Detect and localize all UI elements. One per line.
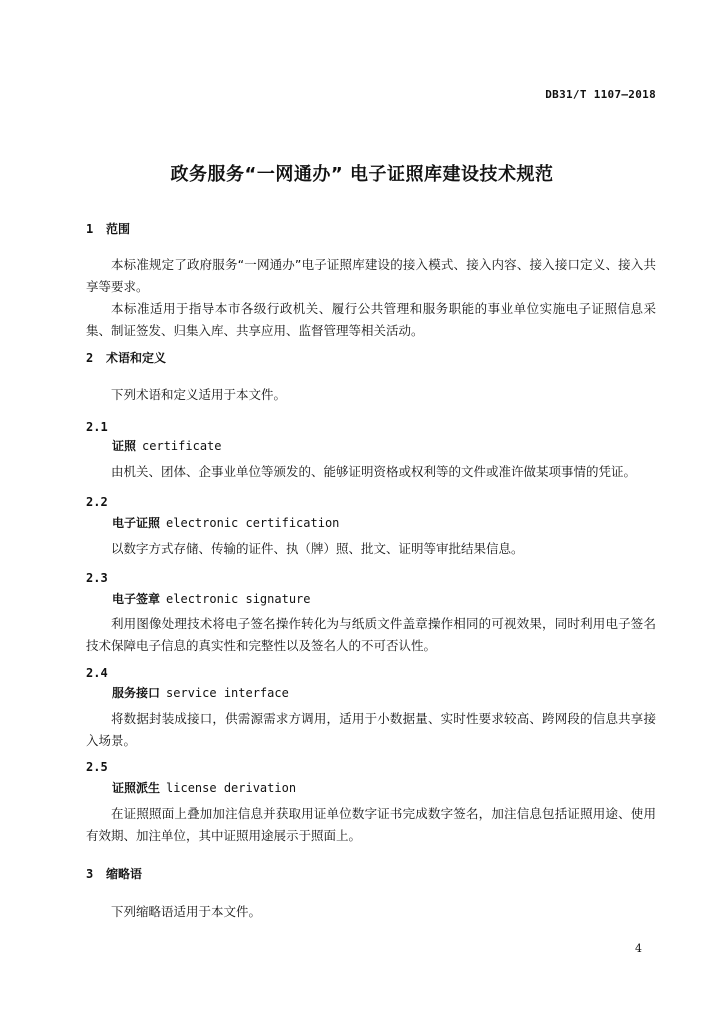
term-name <box>112 590 311 607</box>
term-name-zh: 电子证照 <box>112 516 161 530</box>
section-number: 2 <box>86 351 94 365</box>
document-title: 政务服务“一网通办” 电子证照库建设技术规范 <box>170 164 554 185</box>
term-number: 2.3 <box>86 571 108 585</box>
section-number: 1 <box>86 222 94 236</box>
term-definition: 将数据封装成接口，供需源需求方调用，适用于小数据量、实时性要求较高、跨网段的信息共享接入场景。 <box>86 711 656 748</box>
section-heading-terms <box>86 349 166 366</box>
term-definition: 以数字方式存储、传输的证件、执（牌）照、批文、证明等审批结果信息。 <box>111 541 524 556</box>
term-name-en: electronic signature <box>166 592 311 606</box>
term-name <box>112 684 289 701</box>
section-number: 3 <box>86 867 94 881</box>
term-definition: 在证照照面上叠加加注信息并获取用证单位数字证书完成数字签名，加注信息包括证照用途、使用有效期、加注单位，其中证照用途展示于照面上。 <box>86 806 656 843</box>
abbreviations-intro: 下列缩略语适用于本文件。 <box>111 904 262 919</box>
section-heading-scope <box>86 220 130 237</box>
term-name-zh: 服务接口 <box>112 686 161 700</box>
page-number: 4 <box>635 942 642 955</box>
terms-intro: 下列术语和定义适用于本文件。 <box>111 387 287 402</box>
term-number: 2.2 <box>86 495 108 509</box>
term-number: 2.4 <box>86 666 108 680</box>
scope-paragraph-2: 本标准适用于指导本市各级行政机关、履行公共管理和服务职能的事业单位实施电子证照信息采集、制证签发、归集入库、共享应用、监督管理等相关活动。 <box>86 301 656 338</box>
section-heading-abbreviations <box>86 865 142 882</box>
scope-paragraph-1: 本标准规定了政府服务“一网通办”电子证照库建设的接入模式、接入内容、接入接口定义、接入共享等要求。 <box>86 257 656 294</box>
term-name-en: service interface <box>166 686 289 700</box>
section-title: 范围 <box>106 222 131 236</box>
term-name-zh: 证照派生 <box>112 781 161 795</box>
term-name-zh: 电子签章 <box>112 592 161 606</box>
term-name <box>112 437 222 454</box>
term-name-zh: 证照 <box>112 439 137 453</box>
term-name-en: license derivation <box>166 781 297 795</box>
term-definition: 由机关、团体、企事业单位等颁发的、能够证明资格或权利等的文件或准许做某项事情的凭证。 <box>111 464 637 479</box>
standard-code: DB31/T 1107—2018 <box>545 88 656 101</box>
term-number: 2.5 <box>86 760 108 774</box>
term-name <box>112 514 339 531</box>
term-number: 2.1 <box>86 420 108 434</box>
section-title: 术语和定义 <box>106 351 167 365</box>
term-definition: 利用图像处理技术将电子签名操作转化为与纸质文件盖章操作相同的可视效果，同时利用电子签名技术保障电子信息的真实性和完整性以及签名人的不可否认性。 <box>86 616 656 653</box>
term-name <box>112 779 296 796</box>
section-title: 缩略语 <box>106 867 143 881</box>
term-name-en: electronic certification <box>166 516 340 530</box>
term-name-en: certificate <box>142 439 222 453</box>
